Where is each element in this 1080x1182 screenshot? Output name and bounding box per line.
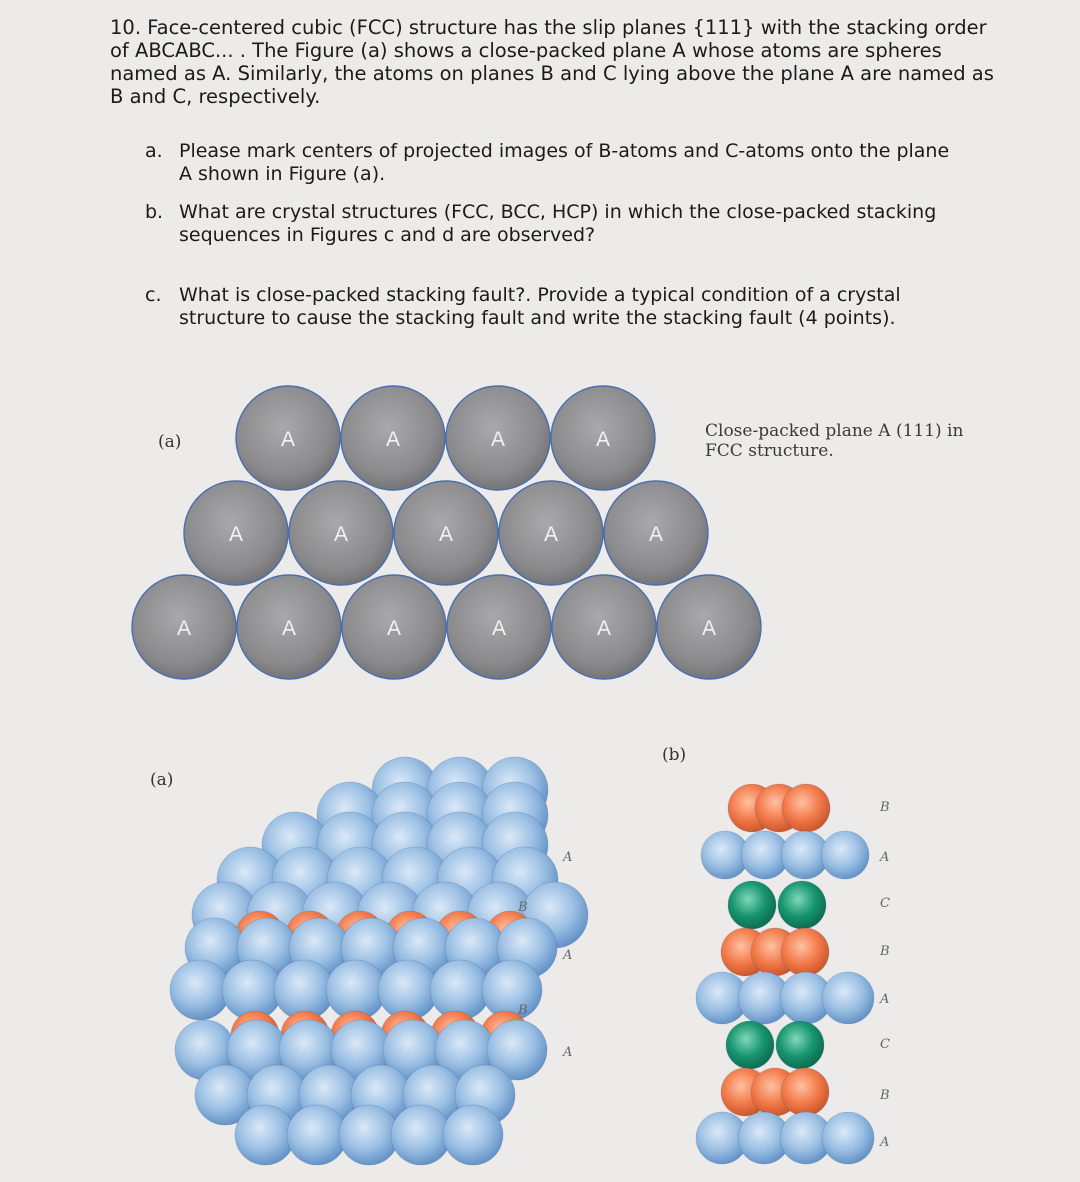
question-c-text: What is close-packed stacking fault?. Provide a typical condition of a crystal structure to cause the stacking fault and write the stacking fault (4 points). [179,284,901,329]
atom-a-label: A [596,617,612,640]
atom-blue [391,1105,451,1165]
atom-orange [781,1068,829,1116]
atom-blue [822,972,874,1024]
atom-blue [235,1105,295,1165]
question-b-text: What are crystal structures (FCC, BCC, HCP) in which the close-packed stacking sequences in Figures c and d are observed? [179,201,937,246]
figure-c-layer-label: A [563,850,573,865]
atom-a-label: A [333,523,349,546]
atom-blue [339,1105,399,1165]
question-a-text: Please mark centers of projected images of B-atoms and C-atoms onto the plane A shown in Figure (a). [179,140,950,185]
atom-blue [170,960,230,1020]
atom-blue [822,1112,874,1164]
atom-a-label: A [281,617,297,640]
atom-a-label: A [595,428,611,451]
question-a-marker: a. [145,140,163,162]
atom-blue [443,1105,503,1165]
figure-d-layer-label: A [880,992,890,1007]
atom-a-label: A [648,523,664,546]
atom-orange [781,928,829,976]
atom-a-label: A [385,428,401,451]
atom-blue [821,831,869,879]
figure-d-layer-label: B [880,1088,890,1103]
atom-a-label: A [543,523,559,546]
problem-statement: 10. Face-centered cubic (FCC) structure has the slip planes {111} with the stacking order of ABCABC... . The Figure (a) shows a close-packed plane A whose atoms are spheres named as A. Similarly, the atoms on planes B and C lying above the plane A are named as B and C, respectively. [110,16,994,108]
figure-a-label: (a) [158,432,182,452]
atom-blue [287,1105,347,1165]
figure-d-label: (b) [662,745,687,765]
figure-d-layer-label: B [880,800,890,815]
atom-green [778,881,826,929]
figure-d-layer-label: C [880,896,890,911]
figure-c-layer-label: B [518,1003,528,1018]
atom-green [728,881,776,929]
question-c-marker: c. [145,284,162,306]
figure-d-layer-label: C [880,1037,890,1052]
atom-a-label: A [228,523,244,546]
atom-a-label: A [176,617,192,640]
figure-a-caption: Close-packed plane A (111) in FCC structure. [705,421,964,461]
figure-d-layer-label: A [880,1135,890,1150]
atom-a-label: A [490,428,506,451]
atom-a-label: A [386,617,402,640]
figure-c-layer-label: A [563,948,573,963]
figure-c-layer-label: B [518,900,528,915]
figure-c-label: (a) [150,770,174,790]
atom-a-label: A [491,617,507,640]
question-b-marker: b. [145,201,164,223]
atom-blue [430,960,490,1020]
figure-d-layer-label: B [880,944,890,959]
atom-green [726,1021,774,1069]
atom-green [776,1021,824,1069]
figure-c-layer-label: A [563,1045,573,1060]
figure-d-layer-label: A [880,850,890,865]
atom-blue [482,960,542,1020]
atom-a-label: A [438,523,454,546]
atom-a-label: A [280,428,296,451]
atom-a-label: A [701,617,717,640]
atom-orange [782,784,830,832]
